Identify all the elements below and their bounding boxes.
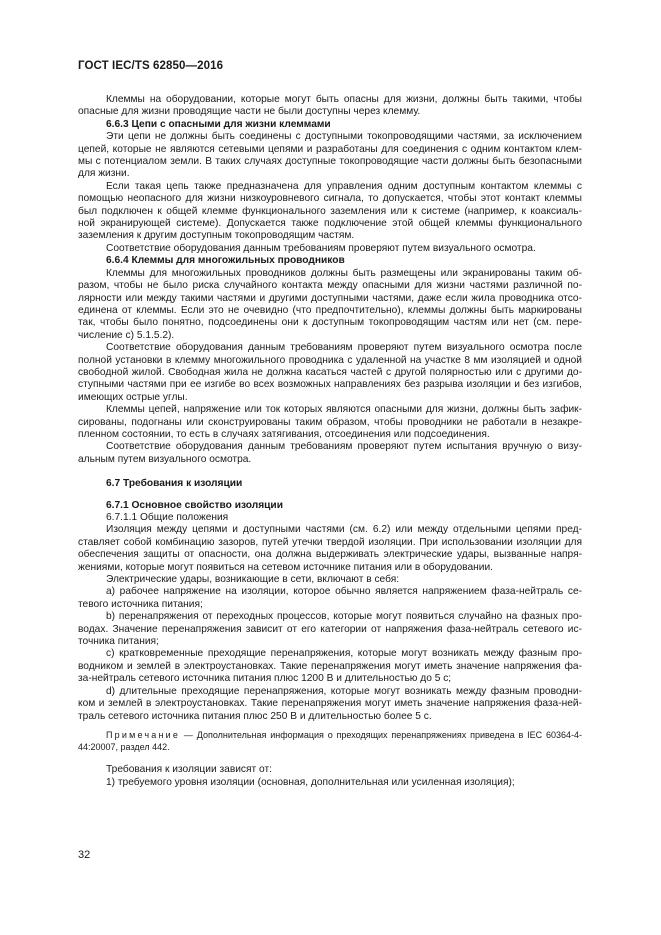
paragraph: Клеммы на оборудовании, которые могут быть опасны для жизни, должны быть такими, чтобы опасные для жизни проводящие части не были доступны через клемму. bbox=[78, 94, 582, 118]
list-item-a: а) рабочее напряжение на изоляции, которое обычно является напряжением фаза-нейтраль се- тевого источника питания; bbox=[78, 586, 582, 610]
section-heading-6-6-4: 6.6.4 Клеммы для многожильных проводников bbox=[106, 255, 345, 267]
list-item-c: с) кратковременные преходящие перенапряжения, которые могут возникать между фазным про- водником и землей в электроустановках. Такие перенапряжения могут иметь значение напряжения фа- за-нейтраль сетевого источника питания плюс 1200 В и длительностью до 5 с; bbox=[78, 648, 582, 685]
paragraph: Клеммы цепей, напряжение или ток которых являются опасными для жизни, должны быть зафик- сированы, подогнаны или сконструированы таким образом, чтобы проводники не работали в незакре- пленном состоянии, то есть в случаях затягивания, отсоединения или подсоединения. bbox=[78, 404, 582, 440]
paragraph: Соответствие оборудования данным требованиям проверяют путем испытания вручную о визу- альным путем визуального осмотра. bbox=[78, 441, 582, 465]
note-label: Примечание bbox=[106, 729, 181, 740]
paragraph: Изоляция между цепями и доступными частями (см. 6.2) или между отдельными цепями пред- ставляет собой комбинацию зазоров, путей утечки твердой изоляции. При использовании изоляции для обеспечения защиты от опасности, она должна выдерживать электрические удары, вызванные напря- жениями, которые могут появиться на сетевом источнике питания или в оборудовании. bbox=[78, 524, 582, 573]
list-item-d: d) длительные преходящие перенапряжения, которые могут возникать между фазным проводни- ком и землей в электроустановках. Такие перенапряжения могут иметь значение напряжения фаза-ней- траль сетевого источника питания плюс 250 В и длительностью более 5 с. bbox=[78, 685, 582, 722]
subsection-heading-6-7-1-1: 6.7.1.1 Общие положения bbox=[106, 512, 229, 523]
document-header: ГОСТ IEC/TS 62850—2016 bbox=[78, 60, 224, 72]
paragraph: Клеммы для многожильных проводников должны быть размещены или экранированы таким об- разом, чтобы не было риска случайного контакта между опасными для жизни частями различной по- лярности или между такими частями и другими доступными частями, даже если жила проводника отсо- единена от клеммы. Если это не очевидно (что предпочтительно), клеммы должны быть маркированы так, чтобы было понятно, подсоединены они к доступным токопроводящим частям или нет (см. пере- числение с) 5.1.5.2). bbox=[78, 267, 582, 341]
paragraph: Эти цепи не должны быть соединены с доступными токопроводящими частями, за исключением цепей, которые не являются сетевыми цепями и разработаны для соединения с одним контактом клем- мы с потенциалом земли. В таких случаях доступные токопроводящие части должны быть безопасными для жизни. bbox=[78, 131, 582, 180]
paragraph: Требования к изоляции зависят от: bbox=[106, 764, 272, 776]
list-item-b: b) перенапряжения от переходных процессов, которые могут появиться случайно на фазных про- водах. Значение перенапряжения зависит от его категории от напряжения фаза-нейтраль сетевого ис- точника питания; bbox=[78, 611, 582, 648]
note bbox=[78, 730, 582, 753]
page-body bbox=[78, 94, 582, 789]
paragraph: Соответствие оборудования данным требованиям проверяют путем визуального осмотра после полной установки в клемму многожильного проводника с удаленной на участке 8 мм изоляцией и одной свободной жилой. Свободная жила не должна касаться частей с другой полярностью или с другими до- ступными частями при ее изгибе во всех возможных направлениях без разрыва изоляции и без изгибов, имеющих острые углы. bbox=[78, 342, 582, 403]
note-text: — Дополнительная информация о преходящих перенапряжениях приведена в IEC 60364-4-44:20007, раздел 442. bbox=[78, 729, 582, 752]
list-item-1: 1) требуемого уровня изоляции (основная, дополнительная или усиленная изоляция); bbox=[106, 776, 515, 788]
paragraph: Электрические удары, возникающие в сети, включают в себя: bbox=[106, 574, 400, 586]
section-heading-6-7: 6.7 Требования к изоляции bbox=[106, 478, 243, 490]
paragraph: Соответствие оборудования данным требованиям проверяют путем визуального осмотра. bbox=[106, 242, 536, 254]
paragraph: Если такая цепь также предназначена для управления одним доступным контактом клеммы с помощью неопасного для жизни низкоуровневого сигнала, то допускается, чтобы этот контакт клеммы был подключен к общей клемме функционального заземления или к системе (например, к коаксиаль- ной экранирующей системе). Допускается также подключение этой общей клеммы функционального заземления к другим доступным токопроводящим частям. bbox=[78, 180, 582, 242]
page-number: 32 bbox=[78, 849, 91, 861]
section-heading-6-6-3: 6.6.3 Цепи с опасными для жизни клеммами bbox=[106, 118, 331, 130]
section-heading-6-7-1: 6.7.1 Основное свойство изоляции bbox=[106, 499, 283, 511]
